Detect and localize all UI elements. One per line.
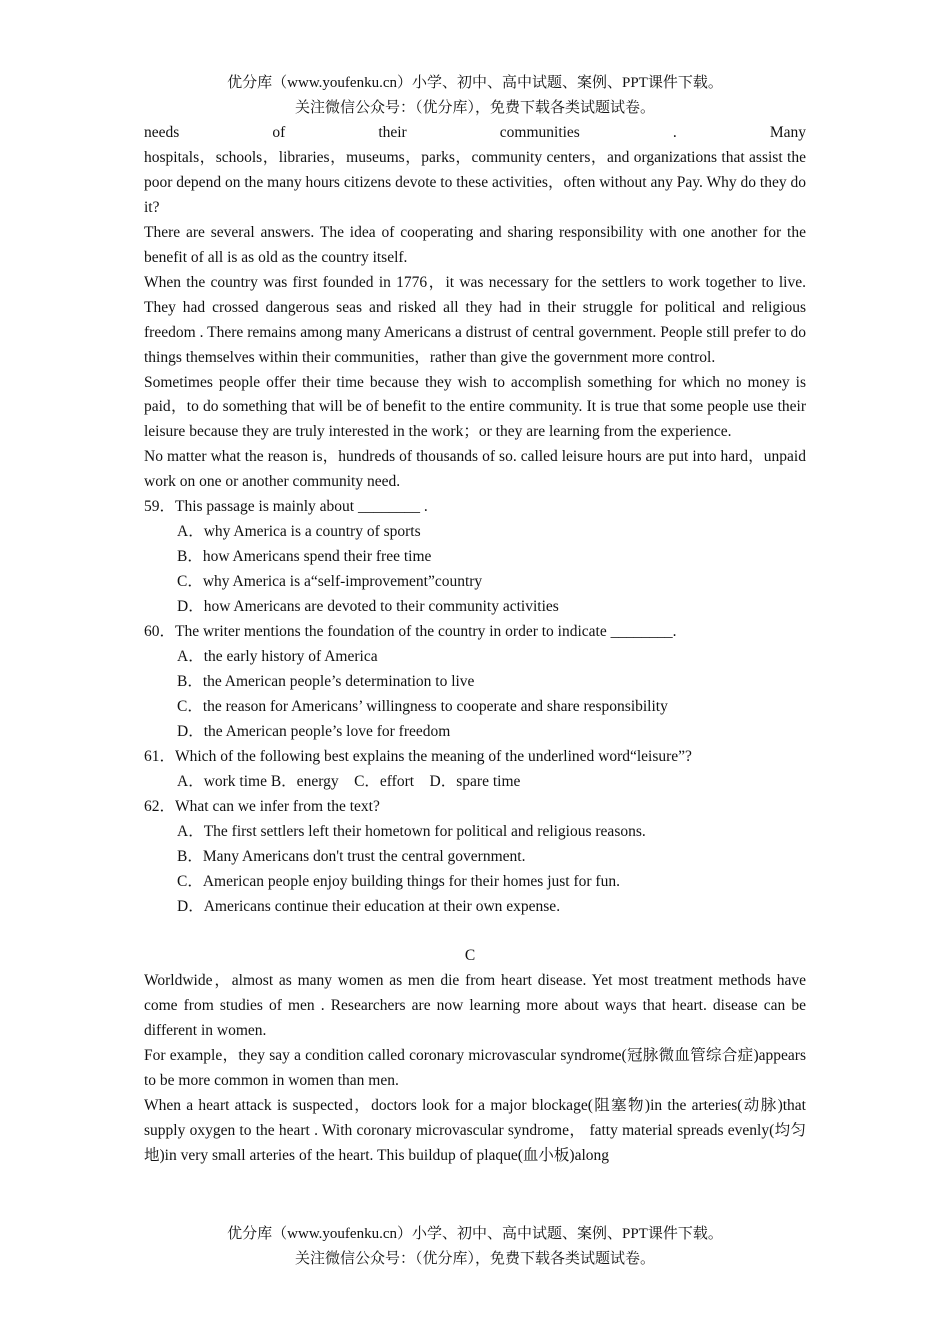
option: B．the American people’s determination to live: [177, 672, 475, 690]
question-stem: 59．This passage is mainly about ________ .: [144, 498, 428, 516]
option: C．the reason for Americans’ willingness to cooperate and share responsibility: [177, 697, 668, 715]
word: their: [378, 124, 407, 141]
question-62: [144, 795, 806, 920]
header-line-2: 关注微信公众号：（优分库），免费下载各类试题试卷。: [294, 100, 655, 116]
word: .: [672, 124, 677, 141]
passage-b-paragraph-5: No matter what the reason is，hundreds of thousands of so. called leisure hours are put into hard，unpaid work on one or another community need.: [144, 448, 806, 491]
question-59: [144, 495, 806, 620]
question-stem: 62．What can we infer from the text?: [144, 797, 380, 815]
question-stem: 61．Which of the following best explains the meaning of the underlined word“leisure”?: [144, 747, 692, 765]
options-inline: A．work time B．energy C．effort D．spare time: [177, 772, 521, 790]
word: communities: [499, 124, 580, 141]
passage-b-paragraph-2: There are several answers. The idea of cooperating and sharing responsibility with one another for the benefit of all is as old as the country itself.: [144, 223, 806, 266]
word: Many: [769, 124, 806, 141]
word: needs: [144, 124, 180, 141]
option: D．the American people’s love for freedom: [177, 722, 451, 740]
option: A．why America is a country of sports: [177, 523, 421, 541]
option: B．Many Americans don't trust the central government.: [177, 847, 526, 865]
word: of: [272, 124, 286, 141]
option: C．why America is a“self-improvement”country: [177, 573, 483, 591]
passage-b-paragraph-1: hospitals，schools，libraries，museums，parks，community centers，and organizations that assist the poor depend on the many hours citizens devote to these activities，often without any Pay. Why do they do it?: [144, 148, 806, 216]
option: C．American people enjoy building things for their homes just for fun.: [177, 872, 620, 890]
spacer: [144, 920, 806, 945]
passage-c-paragraph-2: For example，they say a condition called coronary microvascular syndrome(冠脉微血管综合症)appears to be more common in women than men.: [144, 1047, 806, 1090]
question-60: [144, 620, 806, 745]
question-61: [144, 745, 806, 795]
footer-line-2: 关注微信公众号：（优分库），免费下载各类试题试卷。: [294, 1251, 655, 1267]
header-line-1: 优分库（www.youfenku.cn）小学、初中、高中试题、案例、PPT课件下载。: [227, 75, 723, 91]
option: D．Americans continue their education at their own expense.: [177, 897, 561, 915]
passage-b-first-line: [144, 121, 806, 146]
document-body: [144, 121, 806, 1169]
page-footer: [0, 1222, 950, 1272]
footer-line-1: 优分库（www.youfenku.cn）小学、初中、高中试题、案例、PPT课件下载。: [227, 1226, 723, 1242]
passage-c-paragraph-3: When a heart attack is suspected，doctors look for a major blockage(阻塞物)in the arteries(动脉)that supply oxygen to the heart . With coronary microvascular syndrome， fatty material spreads evenly(均匀地)in very small arteries of the heart. This buildup of plaque(血小板)along: [144, 1097, 806, 1165]
passage-b-paragraph-3: When the country was first founded in 1776，it was necessary for the settlers to work together to live. They had crossed dangerous seas and risked all they had in their struggle for political and religious freedom . There remains among many Americans a distrust of central government. People still prefer to do things themselves within their communities，rather than give the government more control.: [144, 273, 806, 366]
option: B．how Americans spend their free time: [177, 548, 432, 566]
passage-b-paragraph-4: Sometimes people offer their time because they wish to accomplish something for which no money is paid，to do something that will be of benefit to the entire community. It is true that some people use their leisure because they are truly interested in the work；or they are learning from the experience.: [144, 373, 806, 441]
option: A．The first settlers left their hometown for political and religious reasons.: [177, 822, 646, 840]
option: D．how Americans are devoted to their community activities: [177, 598, 559, 616]
section-heading-c: C: [464, 947, 476, 965]
option: A．the early history of America: [177, 648, 378, 666]
passage-c-paragraph-1: Worldwide，almost as many women as men die from heart disease. Yet most treatment methods have come from studies of men . Researchers are now learning more about ways that heart. disease can be different in women.: [144, 972, 806, 1040]
question-stem: 60．The writer mentions the foundation of the country in order to indicate ________.: [144, 623, 677, 641]
page-header: [0, 71, 950, 121]
